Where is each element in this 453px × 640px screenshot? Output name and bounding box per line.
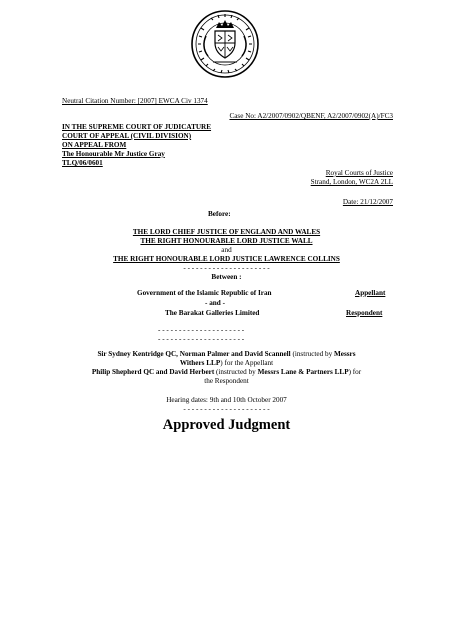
- separator: - - - - - - - - - - - - - - - - - - - - -: [158, 335, 245, 343]
- before-label: Before:: [208, 210, 231, 218]
- court-address-1: Royal Courts of Justice: [325, 169, 393, 177]
- appellant-name: Government of the Islamic Republic of Iran: [137, 289, 272, 297]
- appellant-role: Appellant: [355, 289, 386, 297]
- appellant-counsel: Sir Sydney Kentridge QC, Norman Palmer and David Scannell (instructed by Messrs: [97, 350, 356, 358]
- respondent-counsel-names: Philip Shepherd QC and David Herbert: [91, 368, 215, 376]
- court-heading-1: IN THE SUPREME COURT OF JUDICATURE: [62, 123, 212, 131]
- respondent-role: Respondent: [346, 309, 383, 317]
- hearing-dates: Hearing dates: 9th and 10th October 2007: [166, 396, 287, 404]
- lower-court-reference: TLQ/06/0601: [62, 159, 103, 167]
- court-address-2: Strand, London, WC2A 2LL: [310, 178, 393, 186]
- neutral-citation: Neutral Citation Number: [2007] EWCA Civ 1374: [62, 97, 208, 105]
- parties-and: - and -: [205, 299, 225, 307]
- court-heading-3: ON APPEAL FROM: [62, 141, 127, 149]
- judge-1: THE LORD CHIEF JUSTICE OF ENGLAND AND WALES: [132, 228, 321, 236]
- respondent-name: The Barakat Galleries Limited: [165, 309, 260, 317]
- court-heading-2: COURT OF APPEAL (CIVIL DIVISION): [62, 132, 192, 140]
- judge-2: THE RIGHT HONOURABLE LORD JUSTICE WALL: [140, 237, 313, 245]
- judge-3: THE RIGHT HONOURABLE LORD JUSTICE LAWRENCE COLLINS: [113, 255, 340, 263]
- case-number: Case No: A2/2007/0902/QBENF, A2/2007/0902(A)/FC3: [229, 112, 393, 120]
- appellant-solicitor: Messrs: [333, 350, 356, 358]
- judgment-date: Date: 21/12/2007: [342, 198, 393, 206]
- respondent-solicitor: Messrs Lane & Partners LLP: [257, 368, 349, 376]
- separator: - - - - - - - - - - - - - - - - - - - - -: [183, 405, 270, 413]
- respondent-counsel: Philip Shepherd QC and David Herbert (instructed by Messrs Lane & Partners LLP) for: [91, 368, 362, 376]
- lower-court-judge: The Honourable Mr Justice Gray: [62, 150, 165, 158]
- appellant-counsel-names: Sir Sydney Kentridge QC, Norman Palmer and David Scannell: [97, 350, 291, 358]
- respondent-counsel-cont: the Respondent: [204, 377, 249, 385]
- between-label: Between :: [211, 273, 242, 281]
- judgment-title: Approved Judgment: [162, 417, 291, 433]
- appellant-counsel-cont: Withers LLP) for the Appellant: [179, 359, 274, 367]
- royal-courts-of-justice-seal-icon: [191, 6, 259, 82]
- separator: - - - - - - - - - - - - - - - - - - - - -: [183, 264, 270, 272]
- separator: - - - - - - - - - - - - - - - - - - - - -: [158, 326, 245, 334]
- judges-and: and: [221, 246, 232, 254]
